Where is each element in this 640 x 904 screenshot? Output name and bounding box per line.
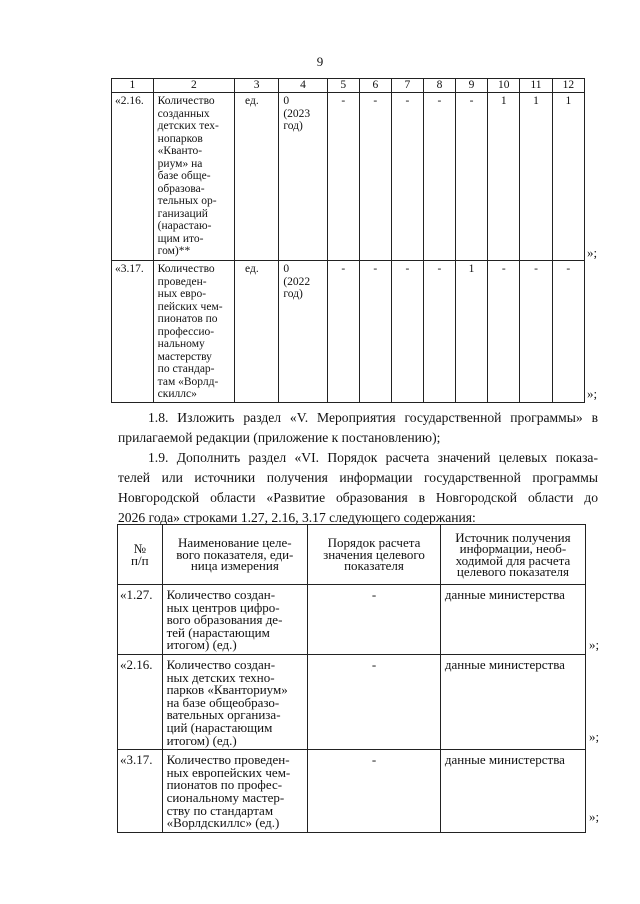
column-number: 2 [153,79,234,93]
table-row [118,585,586,655]
calculation-order: - [308,750,441,833]
row-end-mark: »; [587,245,598,260]
year-value: - [456,93,488,261]
column-number: 8 [423,79,455,93]
row-end-mark: »; [587,386,598,401]
year-value: 1 [488,93,520,261]
column-number: 3 [235,79,279,93]
row-number: «3.17. [118,750,163,833]
year-value: - [391,93,423,261]
row-end-mark: »; [589,729,600,744]
base-value: 0 (2022 год) [279,261,327,403]
row-end-mark: »; [589,637,600,652]
table-row [112,93,585,261]
info-source: данные министерства [440,585,585,655]
year-value: - [359,261,391,403]
indicator-name: Количество созданных детских тех- нопарков «Кванто- риум» на базе обще- образова- тельных ор- ганизаций (нарастаю- щим ито- гом)** [153,93,234,261]
indicator-name: Количество проведен- ных евро- пейских чем- пионатов по профессио- нальному мастерству по стандар- там «Ворлд- скиллс» [153,261,234,403]
info-source: данные министерства [440,750,585,833]
header-name: Наименование целе- вого показателя, еди- ница измерения [162,525,308,585]
indicator-name: Количество создан- ных детских техно- парков «Кванториум» на базе общеобразо- вательных организа- ций (нарастающим итогом) (ед.) [162,654,308,749]
paragraph-1-8 [118,408,598,448]
header-row [118,525,586,585]
year-value: - [327,93,359,261]
year-value: 1 [520,93,552,261]
calculation-table [117,524,586,833]
table-row [118,750,586,833]
year-value: - [488,261,520,403]
year-value: - [423,93,455,261]
text-line: 2026 года» строками 1.27, 2.16, 3.17 следующего содержания: [118,510,476,525]
text-line: прилагаемой редакции (приложение к постановлению); [118,430,441,445]
unit: ед. [235,261,279,403]
calculation-order: - [308,654,441,749]
base-value: 0 (2023 год) [279,93,327,261]
page-number: 9 [316,54,324,69]
table-row [118,654,586,749]
year-value: - [520,261,552,403]
column-number: 12 [552,79,584,93]
indicators-table [111,78,585,403]
header-order: Порядок расчета значения целевого показателя [308,525,441,585]
year-value: - [327,261,359,403]
column-number: 7 [391,79,423,93]
paragraph-1-9 [118,448,598,528]
column-number: 9 [456,79,488,93]
column-number: 1 [112,79,154,93]
column-number: 5 [327,79,359,93]
info-source: данные министерства [440,654,585,749]
text-line: 1.8. Изложить раздел «V. Мероприятия государственной программы» в [148,410,598,425]
row-number: «2.16. [112,93,154,261]
unit: ед. [235,93,279,261]
column-number-row [112,79,585,93]
header-source: Источник получения информации, необ- ходимой для расчета целевого показателя [440,525,585,585]
year-value: - [552,261,584,403]
header-number: № п/п [118,525,163,585]
column-number: 4 [279,79,327,93]
text-line: 1.9. Дополнить раздел «VI. Порядок расчета значений целевых показа- [148,450,598,465]
indicator-name: Количество проведен- ных европейских чем- пионатов по профес- сиональному мастер- ству по стандартам «Ворлдскиллс» (ед.) [162,750,308,833]
indicator-name: Количество создан- ных центров цифро- вого образования де- тей (нарастающим итогом) (ед.) [162,585,308,655]
row-number: «1.27. [118,585,163,655]
year-value: - [423,261,455,403]
year-value: 1 [456,261,488,403]
column-number: 11 [520,79,552,93]
row-end-mark: »; [589,809,600,824]
year-value: - [391,261,423,403]
column-number: 6 [359,79,391,93]
year-value: 1 [552,93,584,261]
table-row [112,261,585,403]
calculation-order: - [308,585,441,655]
row-number: «3.17. [112,261,154,403]
column-number: 10 [488,79,520,93]
text-line: Новгородской области «Развитие образования в Новгородской области до [118,490,598,505]
text-line: телей или источники получения информации государственной программы [118,470,598,485]
year-value: - [359,93,391,261]
row-number: «2.16. [118,654,163,749]
